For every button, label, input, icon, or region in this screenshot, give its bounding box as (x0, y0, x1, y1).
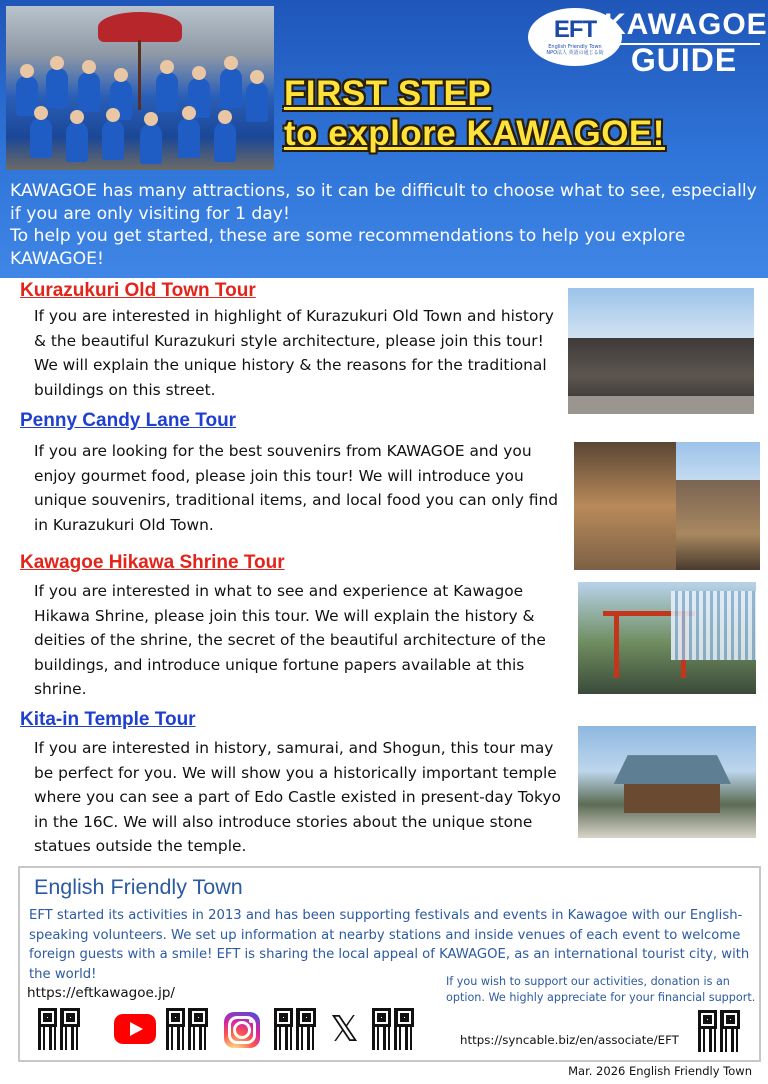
tour-title-hikawa-shrine[interactable]: Kawagoe Hikawa Shrine Tour (20, 552, 285, 573)
logo-subtitle-2: NPO法人 英語の通じる街 (546, 50, 604, 56)
eft-description: EFT started its activities in 2013 and has been supporting festivals and events in Kawagoe with our English-speaking volunteers. We set up information at nearby stations and inside venues of each event to welcome foreign guests with a smile! EFT is sharing the local appeal of KAWAGOE, as an international tourist city, with the world! (29, 908, 750, 982)
eft-website-link[interactable]: https://eftkawagoe.jp/ (27, 985, 175, 1001)
tour-title-kurazukuri[interactable]: Kurazukuri Old Town Tour (20, 280, 256, 301)
brand-guide: GUIDE (630, 42, 738, 78)
donation-link[interactable]: https://syncable.biz/en/associate/EFT (460, 1033, 679, 1047)
youtube-icon[interactable] (114, 1014, 156, 1044)
tour-desc-hikawa-shrine: If you are interested in what to see and experience at Kawagoe Hikawa Shrine, please join this tour. We will explain the history & deities of the shrine, the secret of the beautiful architecture of the buildings, and introduce unique fortune papers available at this shrine. (34, 582, 546, 698)
youtube-qr-code-icon[interactable] (164, 1006, 210, 1052)
header-banner (0, 0, 768, 278)
tour-title-penny-candy[interactable]: Penny Candy Lane Tour (20, 410, 237, 431)
eft-info-box (18, 866, 761, 1062)
headline-line-2: to explore KAWAGOE! (284, 114, 665, 153)
donation-text: If you wish to support our activities, donation is an option. We highly appreciate for your financial support. (446, 975, 756, 1004)
eft-title: English Friendly Town (34, 875, 243, 899)
tour-desc-penny-candy: If you are looking for the best souvenirs from KAWAGOE and you enjoy gourmet food, please join this tour! We will introduce you unique souvenirs, traditional items, and local food you can only find in Kurazukuri Old Town. (34, 442, 558, 534)
website-qr-code-icon[interactable] (36, 1006, 82, 1052)
intro-text (10, 180, 762, 270)
umbrella-pole-shape (138, 40, 141, 110)
brand-kawagoe: KAWAGOE (604, 8, 768, 41)
penny-candy-lane-photo (574, 442, 760, 570)
headline-line-1: FIRST STEP (284, 74, 492, 113)
logo-subtitle-1: English Friendly Town (548, 44, 602, 50)
kita-in-temple-photo (578, 726, 756, 838)
volunteers-photo (6, 6, 274, 170)
hikawa-shrine-photo (578, 582, 756, 694)
instagram-qr-code-icon[interactable] (272, 1006, 318, 1052)
tour-desc-kurazukuri: If you are interested in highlight of Kurazukuri Old Town and history & the beautiful Kurazukuri style architecture, please join this tour! We will explain the unique history & the reasons for the traditional buildings on this street. (34, 307, 554, 399)
red-umbrella-shape (98, 12, 182, 42)
x-icon[interactable]: 𝕏 (330, 1009, 360, 1050)
instagram-icon[interactable] (224, 1012, 260, 1048)
logo-eft-text: EFT (553, 16, 597, 43)
kurazukuri-street-photo (568, 288, 754, 414)
x-qr-code-icon[interactable] (370, 1006, 416, 1052)
intro-paragraph-2: To help you get started, these are some recommendations to help you explore KAWAGOE! (10, 226, 686, 269)
tour-desc-kita-in: If you are interested in history, samurai, and Shogun, this tour may be perfect for you. We will show you a historically important temple where you can see a part of Edo Castle existed in present-day Tokyo in the 16C. We will also introduce stories about the unique stone statues outside the temple. (34, 739, 561, 855)
donation-qr-code-icon[interactable] (696, 1008, 742, 1054)
tour-title-kita-in[interactable]: Kita-in Temple Tour (20, 709, 196, 730)
footer-credit: Mar. 2026 English Friendly Town (568, 1064, 752, 1078)
intro-paragraph-1: KAWAGOE has many attractions, so it can be difficult to choose what to see, especially if you are only visiting for 1 day! (10, 181, 757, 224)
